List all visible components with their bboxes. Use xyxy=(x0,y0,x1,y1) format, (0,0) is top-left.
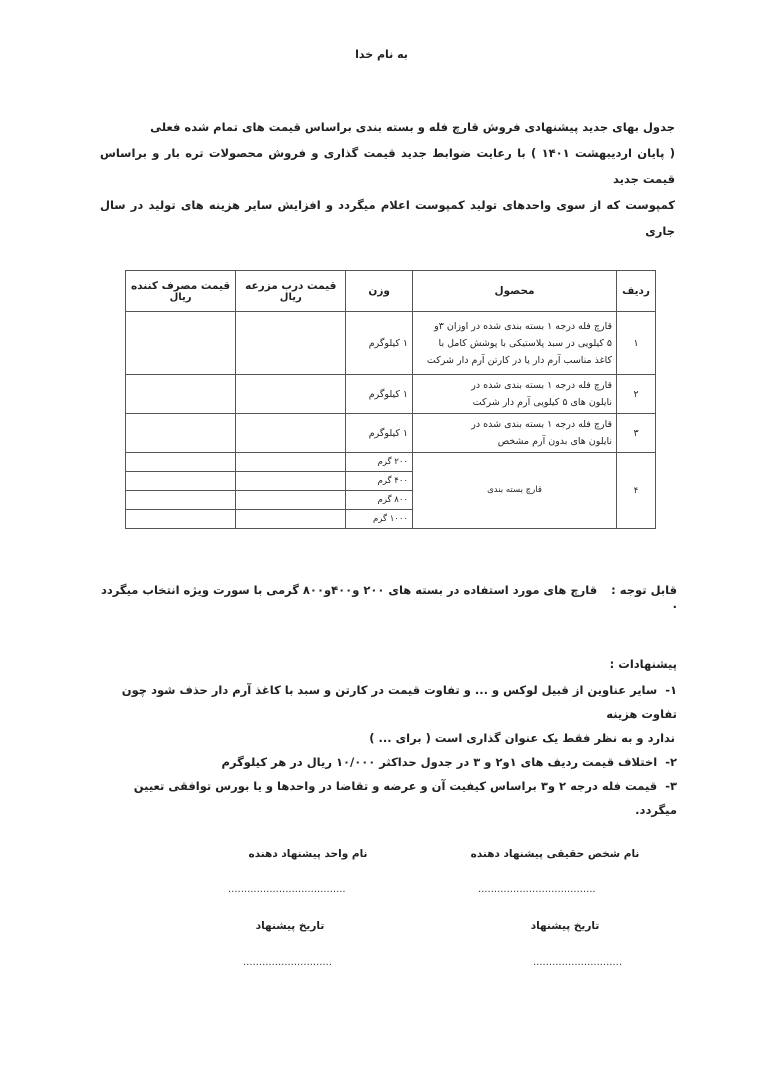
cell-weight: ۴۰۰ گرم xyxy=(346,472,413,491)
cell-farm-price xyxy=(236,510,346,529)
cell-radif: ۱ xyxy=(617,312,656,375)
cell-product xyxy=(412,375,616,414)
cell-weight: ۲۰۰ گرم xyxy=(346,453,413,472)
product-line: قارچ فله درجه ۱ بسته بندی شده در xyxy=(471,419,613,430)
product-line: نایلون های بدون آرم مشخص xyxy=(497,436,613,447)
intro-line: ( پایان اردیبهشت ۱۴۰۱ ) با رعایت ضوابط جدید قیمت گذاری و فروش محصولات تره بار و براساس قیمت جدید xyxy=(100,146,675,186)
cell-farm-price xyxy=(236,472,346,491)
list-item-number: ۱- xyxy=(665,683,677,697)
note-label: قابل توجه : xyxy=(611,583,677,597)
cell-radif: ۳ xyxy=(617,414,656,453)
cell-consumer-price xyxy=(126,375,236,414)
intro-line: کمپوست که از سوی واحدهای تولید کمپوست اعلام میگردد و افزایش سایر هزینه های تولید در سال جاری xyxy=(100,198,675,238)
cell-consumer-price xyxy=(126,312,236,375)
cell-farm-price xyxy=(236,453,346,472)
person-date-label: تاریخ پیشنهاد xyxy=(530,920,600,932)
cell-consumer-price xyxy=(126,453,236,472)
header-farm-price xyxy=(236,271,346,312)
cell-farm-price xyxy=(236,312,346,375)
table-row xyxy=(126,375,656,414)
list-item-number: ۲- xyxy=(665,755,677,769)
cell-product xyxy=(412,414,616,453)
list-item-text: سایر عناوین از قبیل لوکس و ... و تفاوت قیمت در کارتن و سبد با کاغذ آرم دار حذف شود چون تفاوت هزینه xyxy=(121,683,677,721)
table-row xyxy=(126,453,656,472)
header-consumer-price-unit: ریال xyxy=(169,291,192,303)
document-header: به نام خدا xyxy=(355,48,408,61)
cell-weight: ۸۰۰ گرم xyxy=(346,491,413,510)
suggestions-title: پیشنهادات : xyxy=(609,657,677,671)
unit-name-line: ..................................... xyxy=(228,884,346,895)
price-table xyxy=(125,270,656,529)
header-farm-price-unit: ریال xyxy=(279,291,302,303)
cell-consumer-price xyxy=(126,414,236,453)
list-item-text: قیمت فله درجه ۲ و۳ براساس کیفیت آن و عرضه و تقاضا در واحدها و یا بورس توافقی تعیین میگردد. xyxy=(133,779,677,817)
intro-paragraph xyxy=(100,114,675,244)
table-row xyxy=(126,414,656,453)
cell-product xyxy=(412,312,616,375)
cell-consumer-price xyxy=(126,510,236,529)
list-item-text-cont: ندارد و به نظر فقط یک عنوان گذاری است ( برای ... ) xyxy=(369,731,675,745)
cell-farm-price xyxy=(236,491,346,510)
product-line: ۵ کیلویی در سبد پلاستیکی با پوشش کامل با xyxy=(438,337,613,349)
note-text: قارچ های مورد استفاده در بسته های ۲۰۰ و۴۰۰و۸۰۰ گرمی با سورت ویژه انتخاب میگردد . xyxy=(100,583,677,611)
person-name-line: ..................................... xyxy=(478,884,596,895)
cell-product: قارچ بسته بندی xyxy=(412,453,616,529)
list-item-text: اختلاف قیمت ردیف های ۱و۲ و ۳ در جدول حداکثر ۱۰/۰۰۰ ریال در هر کیلوگرم xyxy=(221,755,658,769)
header-consumer-price-label: قیمت مصرف کننده xyxy=(131,279,231,292)
header-radif: ردیف xyxy=(617,271,656,312)
cell-weight: ۱ کیلوگرم xyxy=(346,414,413,453)
header-vazn: وزن xyxy=(346,271,413,312)
product-line: کاغذ مناسب آرم دار یا در کارتن آرم دار شرکت xyxy=(426,354,613,366)
cell-consumer-price xyxy=(126,491,236,510)
product-line: قارچ فله درجه ۱ بسته بندی شده در اوزان ۳و xyxy=(434,320,613,332)
note-paragraph xyxy=(97,583,677,611)
list-item xyxy=(117,774,677,822)
cell-farm-price xyxy=(236,375,346,414)
header-mahsul: محصول xyxy=(412,271,616,312)
unit-name-label: نام واحد پیشنهاد دهنده xyxy=(248,848,368,860)
product-line: قارچ فله درجه ۱ بسته بندی شده در xyxy=(471,380,613,391)
suggestions-list xyxy=(117,678,677,822)
cell-radif: ۲ xyxy=(617,375,656,414)
header-farm-price-label: قیمت درب مزرعه xyxy=(245,279,337,292)
cell-consumer-price xyxy=(126,472,236,491)
person-name-label: نام شخص حقیقی پیشنهاد دهنده xyxy=(470,848,640,860)
intro-line: جدول بهای جدید پیشنهادی فروش قارچ فله و بسته بندی براساس قیمت های تمام شده فعلی xyxy=(150,120,675,134)
list-item xyxy=(117,750,677,774)
table-header-row xyxy=(126,271,656,312)
table-row xyxy=(126,312,656,375)
unit-date-line: ............................ xyxy=(243,957,333,968)
person-date-line: ............................ xyxy=(533,957,623,968)
product-line: نایلون های ۵ کیلویی آرم دار شرکت xyxy=(472,397,613,408)
cell-weight: ۱۰۰۰ گرم xyxy=(346,510,413,529)
list-item-number: ۳- xyxy=(665,779,677,793)
list-item xyxy=(117,678,677,750)
cell-weight: ۱ کیلوگرم xyxy=(346,375,413,414)
cell-farm-price xyxy=(236,414,346,453)
header-consumer-price xyxy=(126,271,236,312)
unit-date-label: تاریخ پیشنهاد xyxy=(255,920,325,932)
cell-radif: ۴ xyxy=(617,453,656,529)
cell-weight: ۱ کیلوگرم xyxy=(346,312,413,375)
